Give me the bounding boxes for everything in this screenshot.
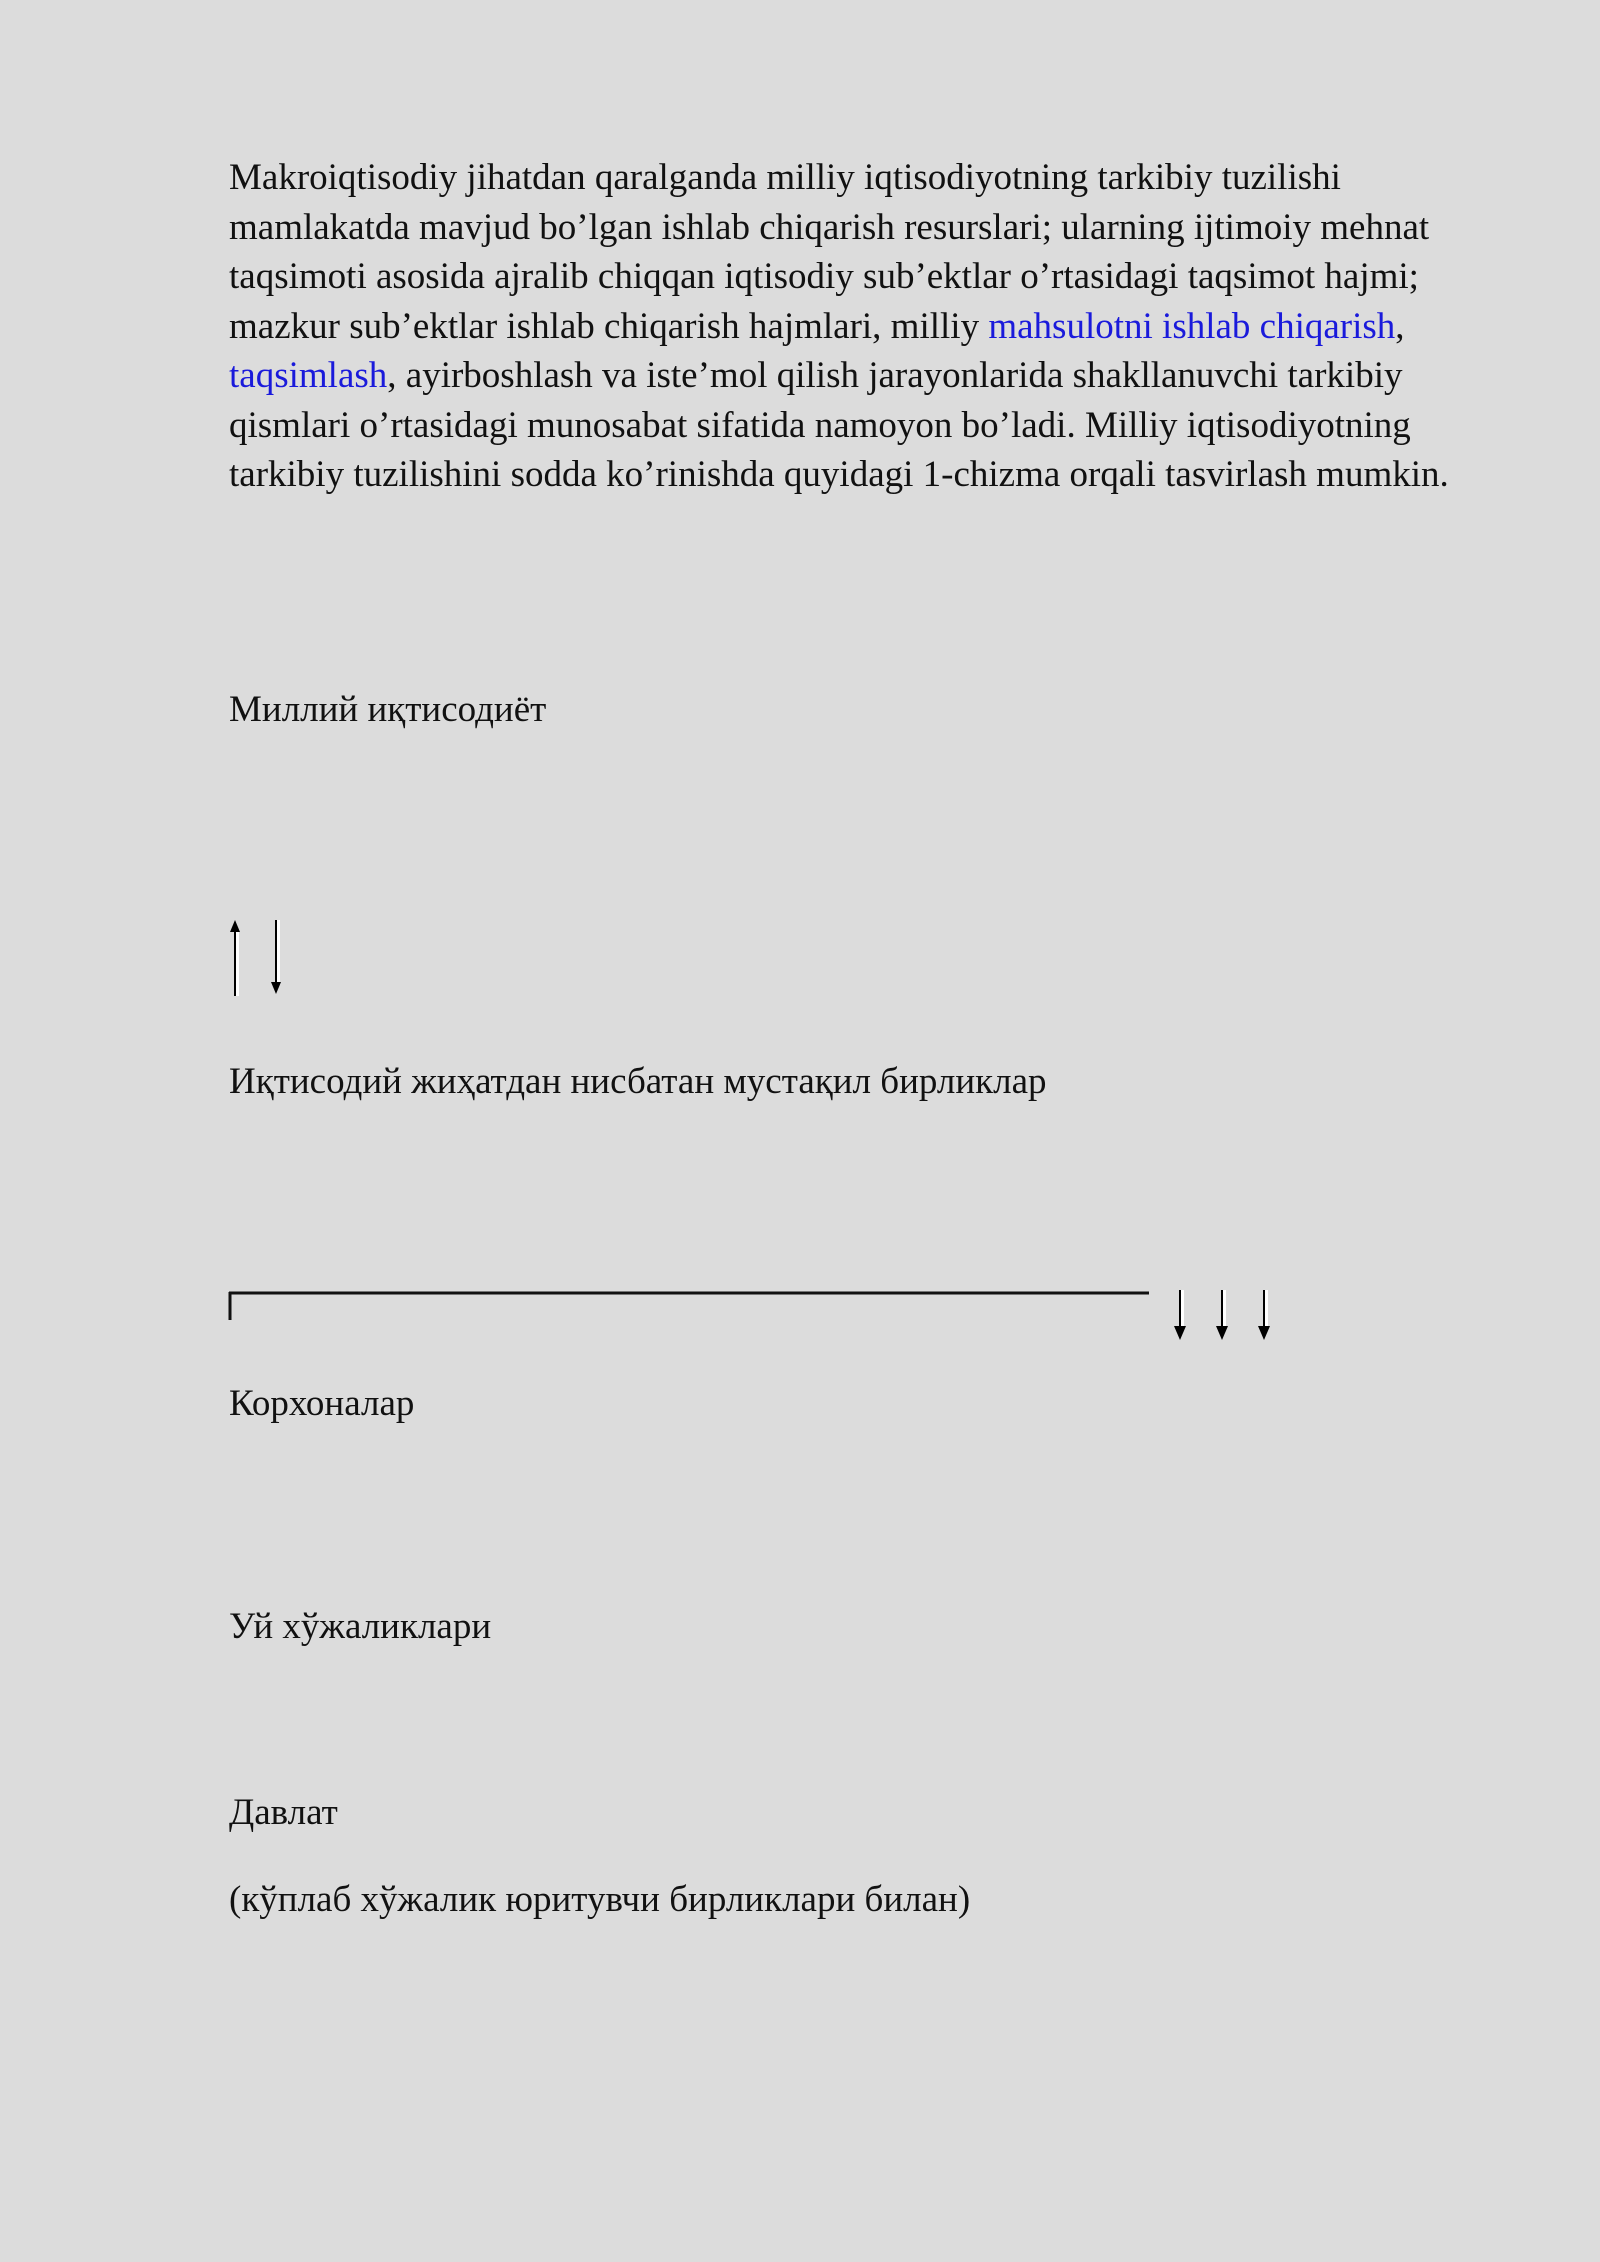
intro-paragraph <box>229 153 1489 500</box>
arrow-down-icon <box>1216 1290 1228 1340</box>
intro-text-part-1: Makroiqtisodiy jihatdan qaralganda milliy iqtisodiyotning tarkibiy tuzilishi mamlakatda mavjud bo’lgan ishlab chiqarish resurslari; ularning ijtimoiy mehnat taqsimoti asosida ajralib chiqqan iqtisodiy sub’ektlar o’rtasidagi taqsimot hajmi; mazkur sub’ektlar ishlab chiqarish hajmlari, milliy <box>229 157 1430 347</box>
three-down-arrows-icon <box>1168 1288 1288 1344</box>
arrow-down-icon <box>1174 1290 1186 1340</box>
link-distribution[interactable]: taqsimlash <box>229 355 388 396</box>
arrow-down-icon <box>1258 1290 1270 1340</box>
link-product-production[interactable]: mahsulotni ishlab chiqarish <box>988 305 1396 347</box>
arrow-up-icon <box>230 920 240 996</box>
diagram-label-state: Давлат <box>229 1792 338 1833</box>
intro-separator: , <box>1395 305 1405 347</box>
diagram-label-independent-units: Иқтисодий жиҳатдан нисбатан мустақил бирликлар <box>229 1061 1047 1102</box>
bidirectional-arrows-icon <box>226 918 296 998</box>
branch-connector-line <box>226 1287 1152 1323</box>
diagram-label-state-note: (кўплаб хўжалик юритувчи бирликлари билан) <box>229 1879 971 1920</box>
intro-text-part-2: , ayirboshlash va iste’mol qilish jarayonlarida shakllanuvchi tarkibiy qismlari o’rtasidagi munosabat sifatida namoyon bo’ladi. Milliy iqtisodiyotning tarkibiy tuzilishini sodda ko’rinishda quyidagi 1-chizma orqali tasvirlash mumkin. <box>229 355 1449 495</box>
diagram-label-national-economy: Миллий иқтисодиёт <box>229 689 547 730</box>
diagram-label-households: Уй хўжаликлари <box>229 1606 492 1647</box>
arrow-down-icon <box>271 920 281 994</box>
diagram-label-enterprises: Корхоналар <box>229 1383 415 1424</box>
